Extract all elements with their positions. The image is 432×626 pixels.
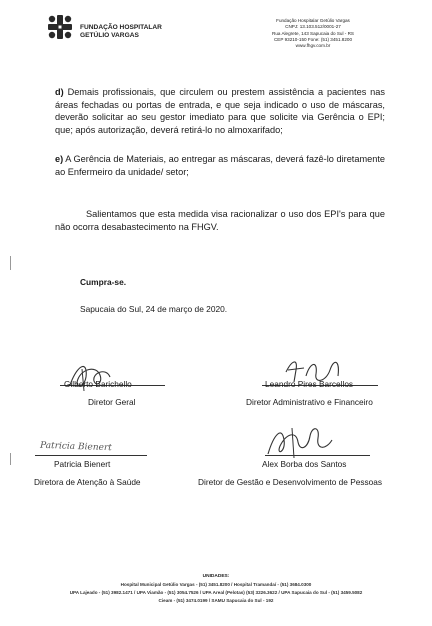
paragraph-d-text: Demais profissionais, que circulem ou prestem assistência a pacientes nas áreas fechadas ou portas de entrada, e que seja indicado o uso de máscaras, deverão solicitar ao seu gestor imediato para que solicite via Gerência o EPI; que; após autorização, deverá retirá-lo no almoxarifado;	[55, 87, 385, 135]
footer-line: UPA Lajeado - (51) 3982.1471 / UPA Viamão - (51) 3054.7526 / UPA Areal (Pelotas) (53) 3226.3622 / UPA Sapucaia do Sul - (51) 3459.5082	[69, 590, 363, 595]
handwritten-name: Patricia Bienert	[39, 440, 112, 454]
paragraph-e-text: A Gerência de Materiais, ao entregar as máscaras, deverá fazê-lo diretamente ao Enfermeiro da unidade/ setor;	[55, 154, 385, 177]
paragraph-e-label: e)	[55, 154, 64, 164]
signatory-name: Patricia Bienert	[54, 459, 111, 469]
org-info-line: CEP 93210-150 Fone: (51) 3451.8200	[273, 36, 353, 42]
signature-scribble	[60, 355, 115, 395]
signatory-role: Diretora de Atenção à Saúde	[34, 477, 141, 487]
org-info-line: CNPJ: 13.103.512/0001-27	[285, 24, 341, 30]
signatory-name: Alex Borba dos Santos	[262, 459, 347, 469]
signatory-name: Gilberto Barichello	[64, 379, 132, 389]
signatory-name: Leandro Pires Barcellos	[265, 379, 354, 389]
organization-name-line2: GETÚLIO VARGAS	[80, 32, 139, 39]
closing-paragraph: Salientamos que esta medida visa racionalizar o uso dos EPI's para que não ocorra desabastecimento na FHGV.	[55, 209, 385, 232]
signatory-role: Diretor Administrativo e Financeiro	[246, 397, 373, 407]
paragraph-e	[55, 153, 385, 178]
margin-mark	[10, 453, 14, 465]
document-date: Sapucaia do Sul, 24 de março de 2020.	[80, 304, 228, 314]
footer-line: Hospital Municipal Getúlio Vargas - (51) 3451.8200 / Hospital Tramandaí - (51) 3684.0300	[120, 582, 312, 587]
footer-line: Cieam - (51) 3474.0199 / SAMU Sapucaia do Sul - 192	[158, 598, 274, 603]
fhgv-logo-icon	[47, 14, 73, 40]
organization-name-line1: FUNDAÇÃO HOSPITALAR	[80, 24, 162, 31]
cumpra-se: Cumpra-se.	[80, 277, 127, 287]
signatory-role: Diretor de Gestão e Desenvolvimento de Pessoas	[198, 477, 383, 487]
paragraph-d-label: d)	[55, 87, 64, 97]
org-info-line: Rua Alegrete, 143 Sapucaia do Sul - RS	[272, 30, 354, 36]
margin-mark	[10, 256, 14, 270]
organization-contact-info	[238, 18, 388, 49]
org-info-line: www.fhgv.com.br	[295, 43, 331, 49]
signature-line	[265, 455, 370, 456]
org-info-line: Fundação Hospitalar Getúlio Vargas	[276, 18, 350, 23]
signature-line	[35, 455, 147, 456]
signatory-role: Diretor Geral	[88, 397, 136, 407]
organization-name	[80, 24, 190, 40]
paragraph-d	[55, 86, 385, 136]
footer-title: UNIDADES:	[202, 574, 230, 579]
